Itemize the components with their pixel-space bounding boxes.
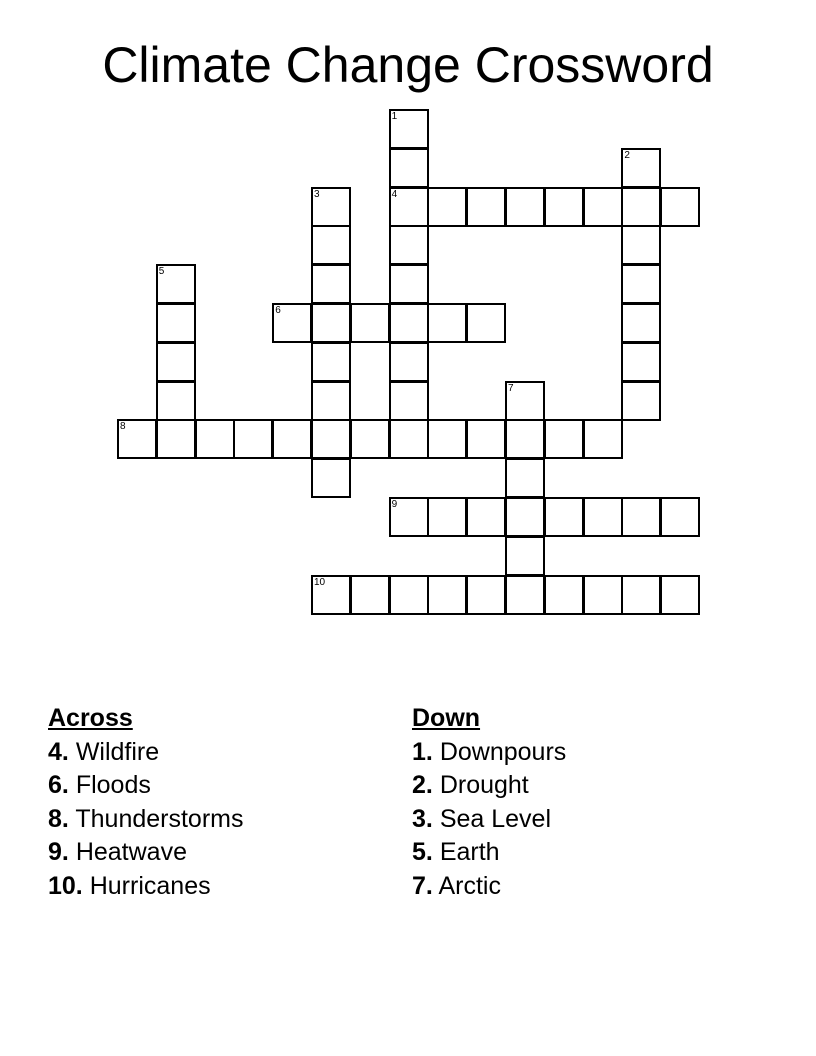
grid-cell[interactable] — [389, 187, 429, 227]
down-clues — [412, 702, 566, 903]
clue-text: Hurricanes — [89, 871, 211, 900]
clue-text: Wildfire — [75, 737, 160, 766]
grid-cell[interactable] — [621, 225, 661, 265]
clue-text: Arctic — [438, 871, 501, 900]
clue-number: 9. — [48, 838, 69, 866]
grid-cell[interactable] — [389, 342, 429, 382]
grid-cell[interactable] — [156, 342, 196, 382]
grid-cell[interactable] — [621, 187, 661, 227]
clue-number: 8. — [48, 804, 69, 833]
grid-cell[interactable] — [311, 381, 351, 421]
grid-cell[interactable] — [505, 381, 545, 421]
grid-cell[interactable] — [505, 458, 545, 498]
grid-cell[interactable] — [621, 575, 661, 615]
clue-down — [412, 836, 566, 870]
clue-number: 1. — [412, 737, 433, 766]
grid-cell[interactable] — [389, 381, 429, 421]
clue-text: Downpours — [439, 737, 567, 766]
grid-cell[interactable] — [621, 342, 661, 382]
grid-cell[interactable] — [389, 575, 429, 615]
grid-cell[interactable] — [505, 419, 545, 459]
cell-number: 10 — [314, 576, 326, 588]
clue-number: 6. — [48, 771, 69, 799]
cell-number: 5 — [158, 266, 165, 278]
grid-cell[interactable] — [389, 264, 429, 304]
grid-cell[interactable] — [621, 264, 661, 304]
grid-cell[interactable] — [660, 575, 700, 615]
grid-cell[interactable] — [427, 575, 467, 615]
clue-across — [48, 736, 243, 770]
grid-cell[interactable] — [311, 575, 351, 615]
grid-cell[interactable] — [389, 497, 429, 537]
grid-cell[interactable] — [466, 575, 506, 615]
grid-cell[interactable] — [621, 148, 661, 188]
grid-cell[interactable] — [505, 575, 545, 615]
grid-cell[interactable] — [621, 303, 661, 343]
grid-cell[interactable] — [466, 419, 506, 459]
across-clues — [48, 702, 243, 903]
grid-cell[interactable] — [505, 497, 545, 537]
grid-cell[interactable] — [505, 187, 545, 227]
grid-cell[interactable] — [427, 497, 467, 537]
clue-text: Thunderstorms — [75, 804, 244, 833]
grid-cell[interactable] — [311, 225, 351, 265]
grid-cell[interactable] — [389, 109, 429, 149]
page-title: Climate Change Crossword — [102, 37, 714, 93]
grid-cell[interactable] — [544, 419, 584, 459]
grid-cell[interactable] — [583, 187, 623, 227]
grid-cell[interactable] — [583, 497, 623, 537]
grid-cell[interactable] — [156, 303, 196, 343]
clue-across — [48, 769, 243, 803]
grid-cell[interactable] — [156, 381, 196, 421]
grid-cell[interactable] — [505, 536, 545, 576]
clue-text: Floods — [75, 771, 151, 799]
grid-cell[interactable] — [621, 381, 661, 421]
grid-cell[interactable] — [195, 419, 235, 459]
grid-cell[interactable] — [311, 264, 351, 304]
clue-across — [48, 870, 243, 904]
grid-cell[interactable] — [311, 419, 351, 459]
grid-cell[interactable] — [311, 458, 351, 498]
clue-number: 4. — [48, 737, 69, 766]
grid-cell[interactable] — [311, 187, 351, 227]
clue-text: Drought — [439, 771, 529, 799]
clue-text: Heatwave — [75, 838, 187, 866]
cell-number: 4 — [391, 188, 398, 200]
clue-down — [412, 803, 566, 837]
grid-cell[interactable] — [583, 419, 623, 459]
grid-cell[interactable] — [156, 264, 196, 304]
clue-down — [412, 769, 566, 803]
grid-cell[interactable] — [389, 225, 429, 265]
grid-cell[interactable] — [389, 303, 429, 343]
grid-cell[interactable] — [544, 497, 584, 537]
grid-cell[interactable] — [311, 342, 351, 382]
cell-number: 3 — [314, 188, 320, 200]
grid-cell[interactable] — [427, 419, 467, 459]
clue-number: 7. — [412, 871, 433, 900]
clue-text: Sea Level — [439, 804, 552, 833]
grid-cell[interactable] — [466, 497, 506, 537]
grid-cell[interactable] — [272, 419, 312, 459]
grid-cell[interactable] — [350, 303, 390, 343]
grid-cell[interactable] — [350, 419, 390, 459]
grid-cell[interactable] — [621, 497, 661, 537]
cell-number: 2 — [624, 149, 630, 161]
clue-down — [412, 736, 566, 770]
grid-cell[interactable] — [544, 187, 584, 227]
grid-cell[interactable] — [272, 303, 312, 343]
grid-cell[interactable] — [233, 419, 273, 459]
grid-cell[interactable] — [544, 575, 584, 615]
grid-cell[interactable] — [389, 419, 429, 459]
grid-cell[interactable] — [466, 303, 506, 343]
grid-cell[interactable] — [311, 303, 351, 343]
grid-cell[interactable] — [660, 187, 700, 227]
grid-cell[interactable] — [117, 419, 157, 459]
clue-number: 2. — [412, 771, 433, 799]
clue-down — [412, 870, 566, 904]
cell-number: 9 — [391, 499, 398, 510]
grid-cell[interactable] — [427, 303, 467, 343]
cell-number: 7 — [508, 382, 514, 394]
cell-number: 6 — [275, 305, 281, 316]
grid-cell[interactable] — [427, 187, 467, 227]
clue-across — [48, 803, 243, 837]
clue-number: 3. — [412, 804, 433, 833]
grid-cell[interactable] — [466, 187, 506, 227]
grid-cell[interactable] — [350, 575, 390, 615]
grid-cell[interactable] — [660, 497, 700, 537]
grid-cell[interactable] — [156, 419, 196, 459]
grid-cell[interactable] — [583, 575, 623, 615]
clue-number: 5. — [412, 838, 433, 866]
across-heading: Across — [48, 704, 133, 732]
clue-number: 10. — [48, 871, 83, 900]
cell-number: 8 — [120, 421, 126, 433]
clue-across — [48, 836, 243, 870]
cell-number: 1 — [391, 111, 398, 122]
down-heading: Down — [412, 704, 481, 732]
clue-text: Earth — [439, 838, 500, 866]
grid-cell[interactable] — [389, 148, 429, 188]
